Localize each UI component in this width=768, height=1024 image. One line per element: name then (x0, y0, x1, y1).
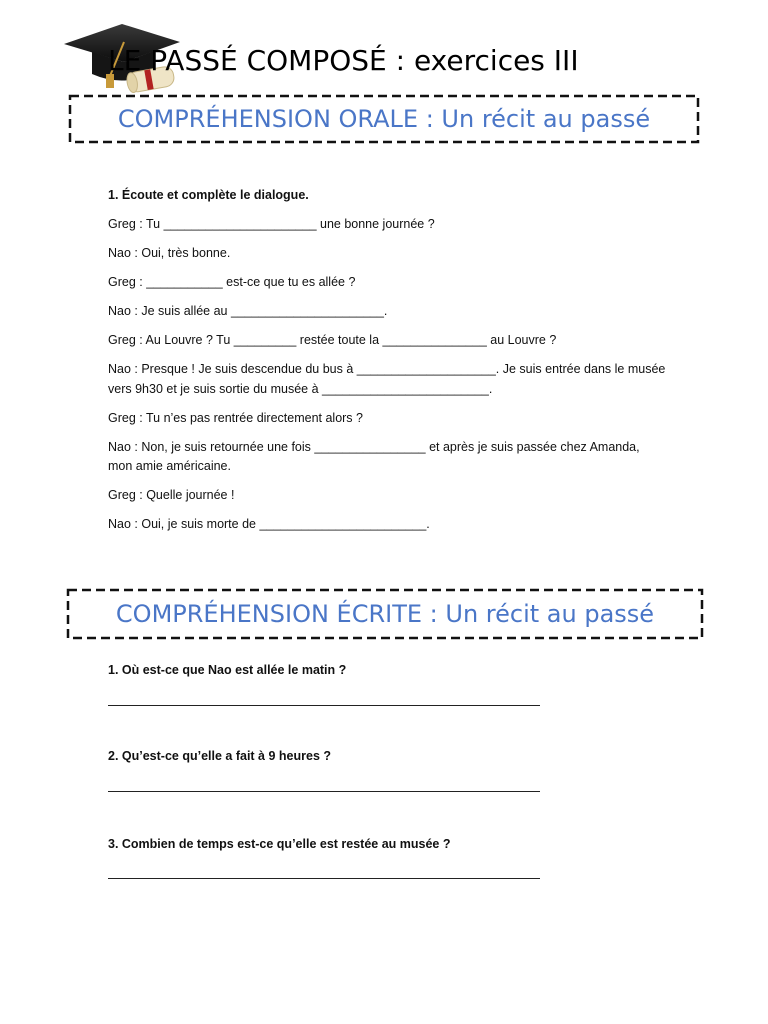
section-written-title: COMPRÉHENSION ÉCRITE : Un récit au passé (115, 600, 655, 628)
question-3: 3. Combien de temps est-ce qu’elle est restée au musée ? (108, 837, 451, 851)
dialogue-line: Nao : Je suis allée au ______________________. (108, 304, 388, 318)
section-written-header (66, 588, 704, 640)
section-oral-header (68, 94, 700, 144)
question-1: 1. Où est-ce que Nao est allée le matin ? (108, 663, 347, 677)
dialogue-line: Nao : Presque ! Je suis descendue du bus à ____________________. Je suis entrée dans le musée (108, 362, 666, 376)
dialogue-line: Greg : Tu ______________________ une bonne journée ? (108, 217, 435, 231)
dialogue-line: Nao : Oui, je suis morte de ________________________. (108, 517, 430, 531)
page-title: LE PASSÉ COMPOSÉ : exercices III (108, 44, 579, 77)
oral-instruction: 1. Écoute et complète le dialogue. (108, 188, 309, 202)
question-2: 2. Qu’est-ce qu’elle a fait à 9 heures ? (108, 749, 331, 763)
dialogue-line: Greg : Au Louvre ? Tu _________ restée toute la _______________ au Louvre ? (108, 333, 557, 347)
section-oral-title: COMPRÉHENSION ORALE : Un récit au passé (117, 105, 651, 133)
answer-line-3[interactable] (108, 878, 540, 879)
dialogue-line: Greg : Quelle journée ! (108, 488, 235, 502)
dialogue-line: Greg : ___________ est-ce que tu es allée ? (108, 275, 356, 289)
dialogue-line: vers 9h30 et je suis sortie du musée à ________________________. (108, 382, 493, 396)
dialogue-line: mon amie américaine. (108, 459, 231, 473)
dialogue-line: Nao : Non, je suis retournée une fois ________________ et après je suis passée chez Amanda, (108, 440, 640, 454)
answer-line-1[interactable] (108, 705, 540, 706)
dialogue-line: Nao : Oui, très bonne. (108, 246, 231, 260)
answer-line-2[interactable] (108, 791, 540, 792)
dialogue-line: Greg : Tu n’es pas rentrée directement alors ? (108, 411, 363, 425)
